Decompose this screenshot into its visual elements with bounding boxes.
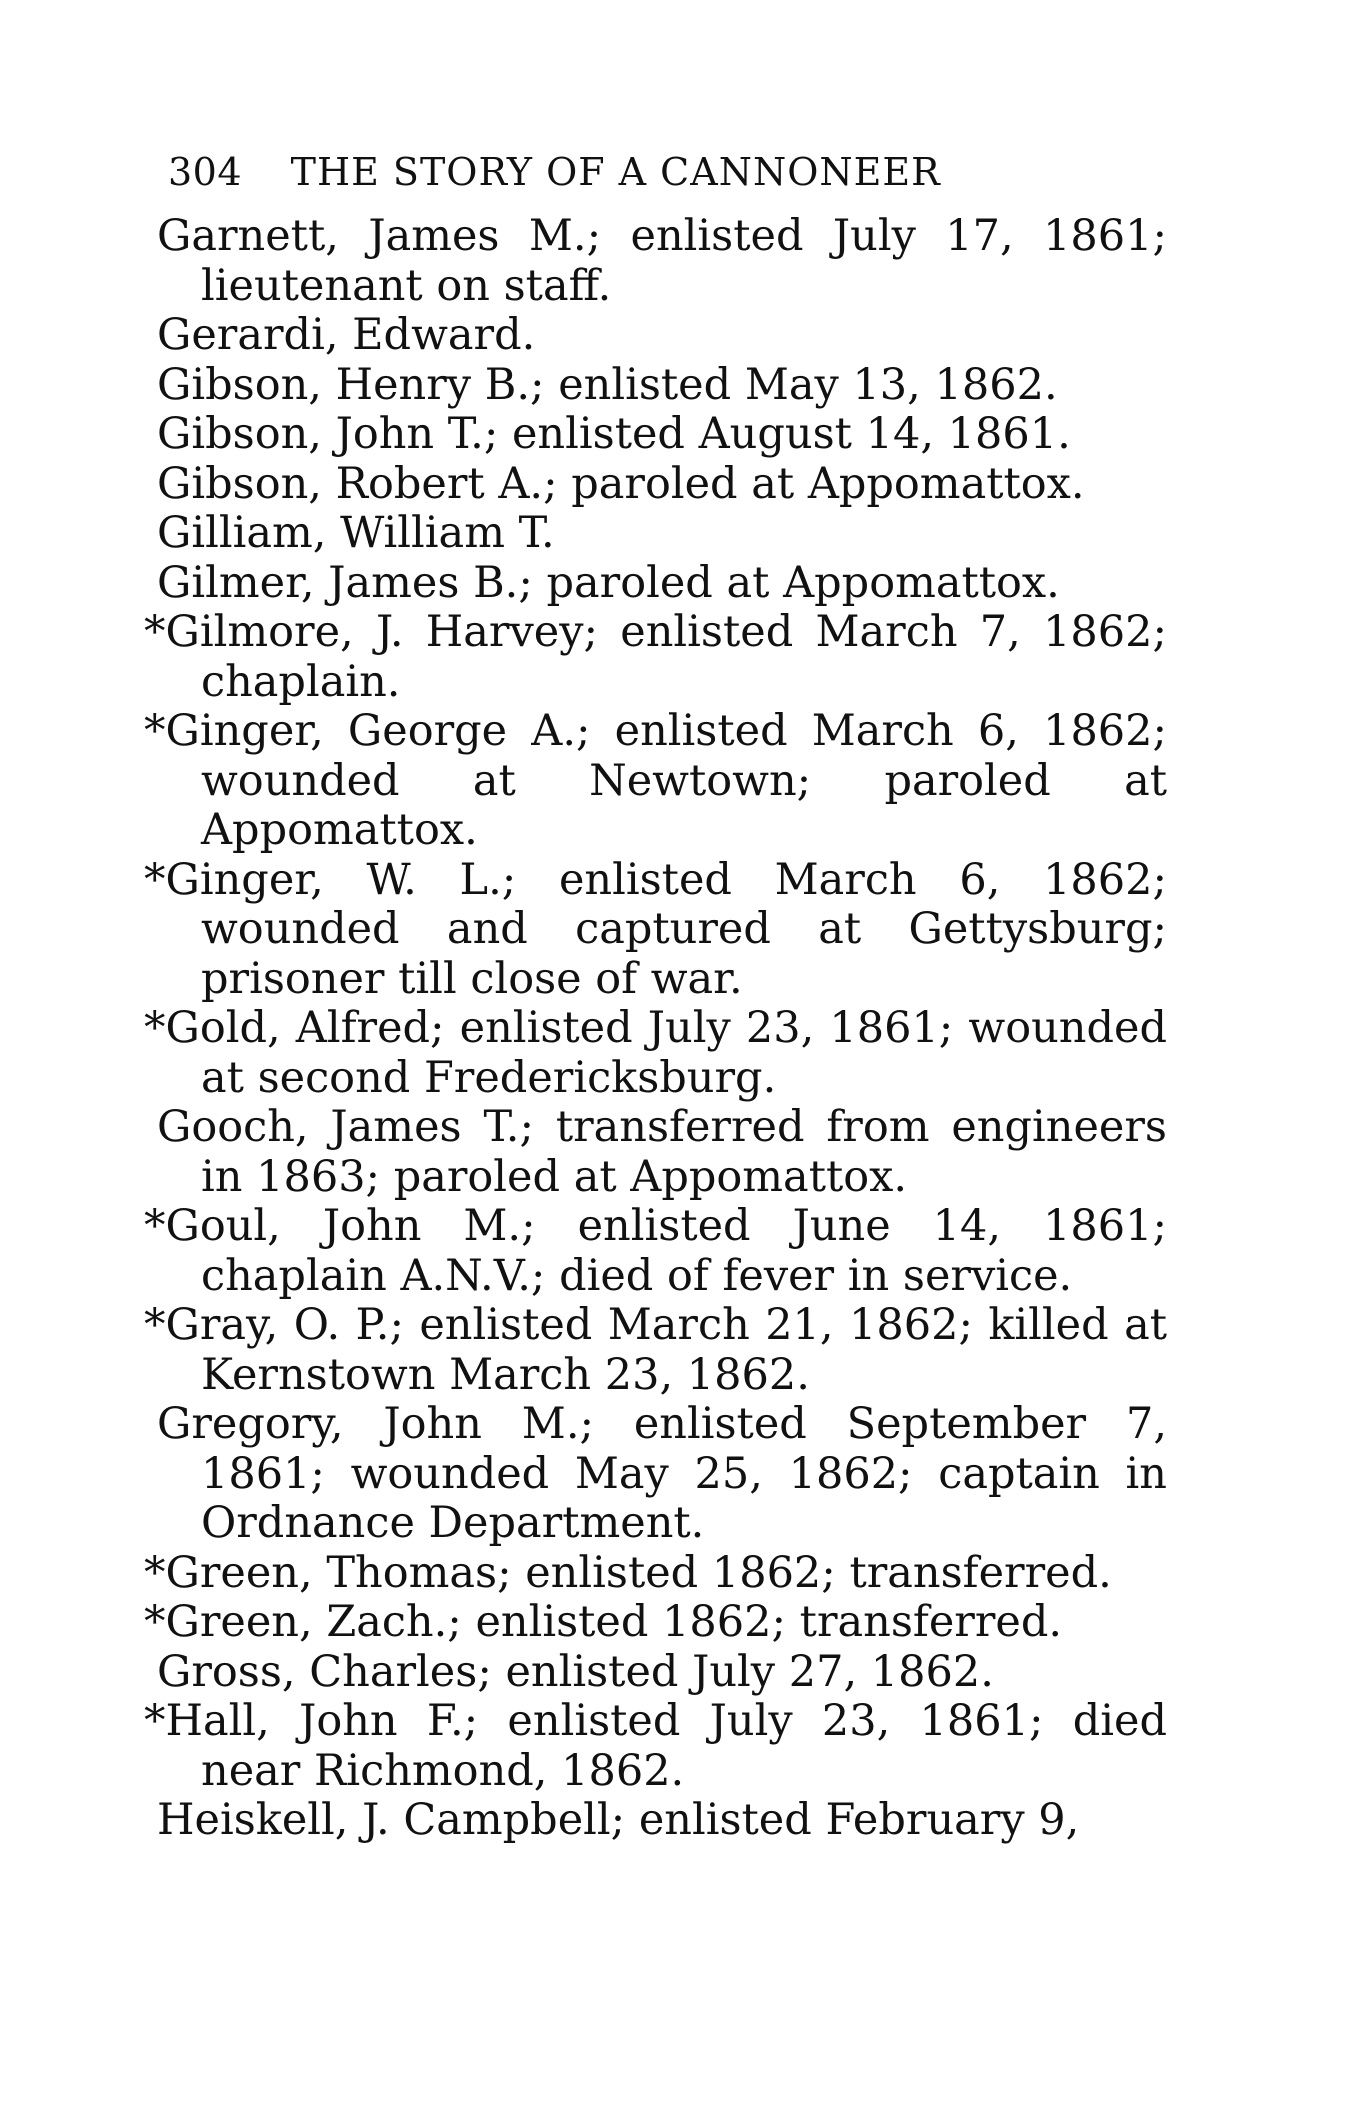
roster-entry-gregory: Gregory, John M.; enlisted September 7, 1861; wounded May 25, 1862; captain in Ordnance Department.	[157, 1399, 1167, 1548]
roster-entry-ginger-wl: *Ginger, W. L.; enlisted March 6, 1862; wounded and captured at Gettysburg; prisoner till close of war.	[144, 854, 1167, 1004]
roster-entry-hall: *Hall, John F.; enlisted July 23, 1861; died near Richmond, 1862.	[144, 1696, 1167, 1796]
roster-entry-ginger-george: *Ginger, George A.; enlisted March 6, 1862; wounded at Newtown; paroled at Appomattox.	[144, 706, 1167, 855]
roster-entry-gray: *Gray, O. P.; enlisted March 21, 1862; killed at Kernstown March 23, 1862.	[144, 1300, 1167, 1400]
roster-entry-garnett: Garnett, James M.; enlisted July 17, 1861; lieutenant on staff.	[157, 211, 1167, 311]
page-number: 304	[168, 150, 243, 194]
roster-entry-gibson-henry: Gibson, Henry B.; enlisted May 13, 1862.	[157, 359, 1058, 410]
page-header	[168, 150, 1068, 210]
roster-entry-gibson-robert: Gibson, Robert A.; paroled at Appomattox.	[157, 458, 1085, 509]
roster-list	[144, 211, 1167, 1846]
roster-entry-heiskell: Heiskell, J. Campbell; enlisted February 9,	[157, 1795, 1080, 1845]
roster-entry-gilliam: Gilliam, William T.	[157, 508, 555, 558]
roster-entry-gerardi: Gerardi, Edward.	[157, 310, 536, 360]
roster-entry-gold: *Gold, Alfred; enlisted July 23, 1861; wounded at second Fredericksburg.	[144, 1003, 1167, 1103]
roster-entry-gross: Gross, Charles; enlisted July 27, 1862.	[157, 1646, 994, 1697]
running-title: THE STORY OF A CANNONEER	[290, 150, 941, 194]
roster-entry-gilmer: Gilmer, James B.; paroled at Appomattox.	[157, 557, 1060, 608]
roster-entry-gilmore: *Gilmore, J. Harvey; enlisted March 7, 1862; chaplain.	[144, 607, 1167, 707]
roster-entry-goul: *Goul, John M.; enlisted June 14, 1861; chaplain A.N.V.; died of fever in service.	[144, 1201, 1167, 1301]
roster-entry-green-zach: *Green, Zach.; enlisted 1862; transferred.	[144, 1597, 1063, 1647]
roster-entry-green-thomas: *Green, Thomas; enlisted 1862; transferred.	[144, 1547, 1112, 1598]
roster-entry-gooch: Gooch, James T.; transferred from engineers in 1863; paroled at Appomattox.	[157, 1102, 1167, 1202]
roster-entry-gibson-john: Gibson, John T.; enlisted August 14, 1861.	[157, 409, 1071, 459]
